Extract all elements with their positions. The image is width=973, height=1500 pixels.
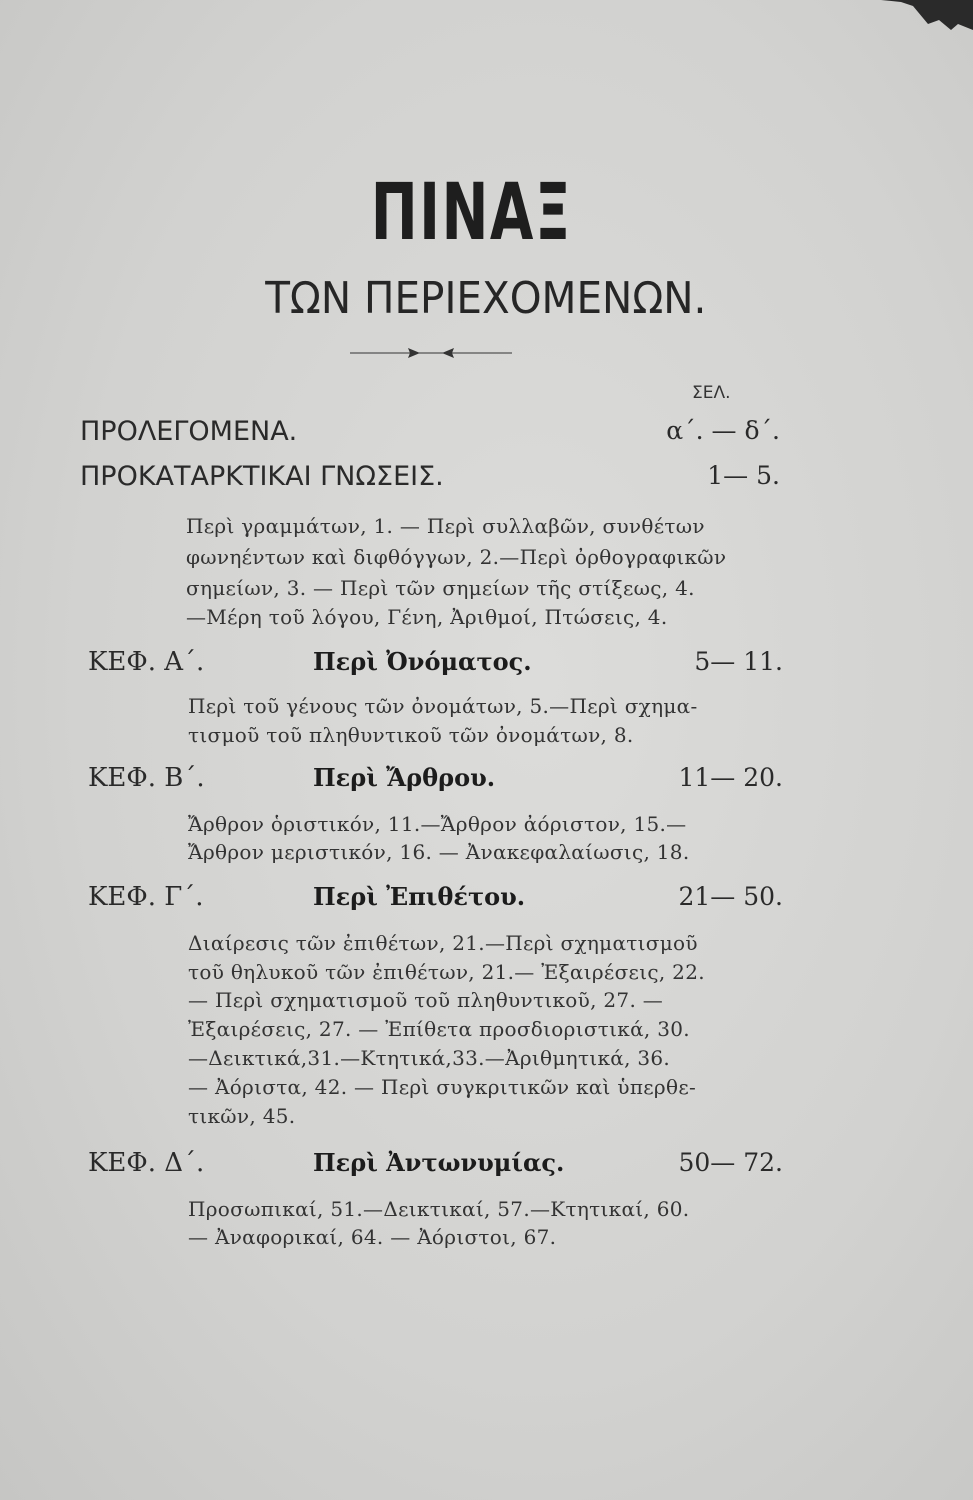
toc-subentry-line: Ἐξαιρέσεις, 27. — Ἐπίθετα προσδιοριστικά, 30. (188, 1017, 690, 1041)
toc-subentry-line: φωνηέντων καὶ διφθόγγων, 2.—Περὶ ὀρθογραφικῶν (186, 545, 727, 569)
toc-subentry-line: — Ἀναφορικαί, 64. — Ἀόριστοι, 67. (188, 1225, 557, 1249)
chapter-title: Περὶ Ἀντωνυμίας. (313, 1148, 565, 1177)
toc-subentry-line: Προσωπικαί, 51.—Δεικτικαί, 57.—Κτητικαί, 60. (188, 1197, 690, 1221)
toc-entry-pages: α΄. — δ΄. (666, 416, 780, 445)
toc-subentry-line: — Περὶ σχηματισμοῦ τοῦ πληθυντικοῦ, 27. — (188, 988, 664, 1012)
arrow-ornament-divider (350, 346, 512, 360)
toc-entry-prolegomena (80, 416, 780, 450)
toc-chapter-b (88, 763, 783, 797)
toc-subentry-line: τικῶν, 45. (188, 1104, 296, 1128)
toc-entry-label: ΠΡΟΛΕΓΟΜΕΝΑ. (80, 416, 298, 447)
toc-subentry-line: — Ἀόριστα, 42. — Περὶ συγκριτικῶν καὶ ὑπερθε- (188, 1075, 697, 1099)
page-column-label: ΣΕΛ. (692, 383, 731, 403)
toc-entry-pages: 1— 5. (707, 461, 780, 490)
chapter-pages: 11— 20. (678, 763, 783, 792)
toc-subentry-line: τισμοῦ τοῦ πληθυντικοῦ τῶν ὀνομάτων, 8. (188, 723, 634, 747)
toc-subentry-line: τοῦ θηλυκοῦ τῶν ἐπιθέτων, 21.— Ἐξαιρέσεις, 22. (188, 960, 705, 984)
toc-subentry-line: Ἄρθρον ὁριστικόν, 11.—Ἄρθρον ἀόριστον, 15.— (188, 812, 687, 836)
chapter-title: Περὶ Ἄρθρου. (313, 763, 496, 792)
toc-entry-prokatarktikai (80, 461, 780, 495)
toc-chapter-a (88, 647, 783, 681)
torn-corner (703, 0, 973, 32)
chapter-number: ΚΕΦ. Α΄. (88, 647, 205, 677)
toc-subentry-line: Περὶ τοῦ γένους τῶν ὀνομάτων, 5.—Περὶ σχημα- (188, 694, 698, 718)
page-title: ΠΙΝΑΞ (370, 168, 572, 258)
chapter-pages: 50— 72. (678, 1148, 783, 1177)
chapter-pages: 5— 11. (694, 647, 783, 676)
toc-subentry-line: Ἄρθρον μεριστικόν, 16. — Ἀνακεφαλαίωσις, 18. (188, 840, 690, 864)
toc-subentry-line: σημείων, 3. — Περὶ τῶν σημείων τῆς στίξεως, 4. (186, 576, 695, 600)
toc-subentry-line: —Μέρη τοῦ λόγου, Γένη, Ἀριθμοί, Πτώσεις, 4. (186, 605, 668, 629)
chapter-number: ΚΕΦ. Γ΄. (88, 882, 204, 912)
toc-subentry-line: —Δεικτικά,31.—Κτητικά,33.—Ἀριθμητικά, 36. (188, 1046, 671, 1070)
toc-chapter-g (88, 882, 783, 916)
chapter-pages: 21— 50. (678, 882, 783, 911)
toc-entry-label: ΠΡΟΚΑΤΑΡΚΤΙΚΑΙ ΓΝΩΣΕΙΣ. (80, 461, 444, 492)
page-subtitle: ΤΩΝ ΠΕΡΙΕΧΟΜΕΝΩΝ. (265, 273, 707, 324)
toc-chapter-d (88, 1148, 783, 1182)
toc-subentry-line: Περὶ γραμμάτων, 1. — Περὶ συλλαβῶν, συνθέτων (186, 514, 705, 538)
chapter-title: Περὶ Ὀνόματος. (313, 647, 532, 676)
chapter-title: Περὶ Ἐπιθέτου. (313, 882, 526, 911)
chapter-number: ΚΕΦ. Δ΄. (88, 1148, 205, 1178)
chapter-number: ΚΕΦ. Β΄. (88, 763, 205, 793)
toc-subentry-line: Διαίρεσις τῶν ἐπιθέτων, 21.—Περὶ σχηματισμοῦ (188, 931, 698, 955)
